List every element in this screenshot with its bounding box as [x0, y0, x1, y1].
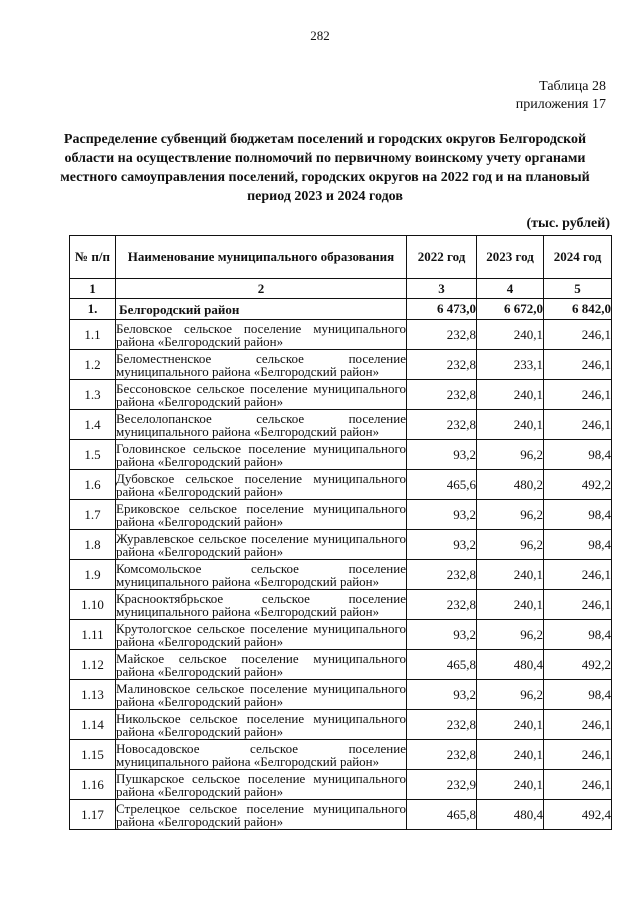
value-2023: 480,2	[477, 470, 544, 500]
table-row	[70, 590, 612, 620]
row-number: 1.8	[70, 530, 116, 560]
value-2023: 240,1	[477, 410, 544, 440]
value-2022: 232,8	[407, 590, 477, 620]
settlement-name: Никольское сельское поселение муниципального района «Белгородский район»	[116, 710, 406, 739]
value-2022: 465,6	[407, 470, 477, 500]
settlement-name: Стрелецкое сельское поселение муниципального района «Белгородский район»	[116, 800, 406, 829]
value-2024: 246,1	[544, 710, 612, 740]
settlement-name: Пушкарское сельское поселение муниципального района «Белгородский район»	[116, 770, 406, 799]
value-2022: 93,2	[407, 620, 477, 650]
value-2023: 240,1	[477, 710, 544, 740]
value-2022: 232,8	[407, 710, 477, 740]
value-2024: 492,4	[544, 800, 612, 830]
value-2022: 232,8	[407, 740, 477, 770]
value-2024: 246,1	[544, 410, 612, 440]
table-row	[70, 710, 612, 740]
value-2023: 240,1	[477, 560, 544, 590]
value-2023: 96,2	[477, 500, 544, 530]
value-2022: 232,8	[407, 320, 477, 350]
appendix-number: приложения 17	[515, 97, 606, 112]
column-header-number: № п/п	[70, 236, 116, 279]
value-2024: 98,4	[544, 680, 612, 710]
document-title: Распределение субвенций бюджетам поселений и городских округов Белгородской области на осуществление полномочий по первичному воинскому учету органами местного самоуправления поселений, городских округов на 2022 год и на плановый период 2023 и 2024 годов	[60, 132, 590, 204]
table-header-row	[70, 236, 612, 279]
table-row	[70, 380, 612, 410]
row-number: 1.15	[70, 740, 116, 770]
value-2023: 480,4	[477, 650, 544, 680]
table-number: Таблица 28	[539, 79, 606, 94]
row-number: 1.13	[70, 680, 116, 710]
row-number: 1.1	[70, 320, 116, 350]
value-2023: 6 672,0	[477, 299, 544, 320]
row-number: 1.16	[70, 770, 116, 800]
row-number: 1.4	[70, 410, 116, 440]
row-number: 1.9	[70, 560, 116, 590]
settlement-name: Веселолопанское сельское поселение муниципального района «Белгородский район»	[116, 410, 406, 439]
value-2022: 93,2	[407, 440, 477, 470]
value-2024: 98,4	[544, 530, 612, 560]
value-2024: 98,4	[544, 620, 612, 650]
district-row	[70, 299, 612, 320]
value-2022: 232,8	[407, 380, 477, 410]
value-2023: 96,2	[477, 620, 544, 650]
settlement-name: Беловское сельское поселение муниципального района «Белгородский район»	[116, 320, 406, 349]
column-number: 3	[407, 279, 477, 299]
table-row	[70, 470, 612, 500]
settlement-name: Комсомольское сельское поселение муниципального района «Белгородский район»	[116, 560, 406, 589]
settlement-name: Крутологское сельское поселение муниципального района «Белгородский район»	[116, 620, 406, 649]
value-2024: 6 842,0	[544, 299, 612, 320]
settlement-name: Майское сельское поселение муниципального района «Белгородский район»	[116, 650, 406, 679]
value-2024: 492,2	[544, 650, 612, 680]
value-2023: 240,1	[477, 590, 544, 620]
column-header-2024: 2024 год	[544, 236, 612, 279]
column-header-2022: 2022 год	[407, 236, 477, 279]
value-2024: 246,1	[544, 770, 612, 800]
value-2023: 480,4	[477, 800, 544, 830]
subsidy-table	[69, 235, 612, 830]
table-row	[70, 620, 612, 650]
value-2022: 93,2	[407, 680, 477, 710]
value-2023: 96,2	[477, 680, 544, 710]
value-2024: 246,1	[544, 740, 612, 770]
value-2022: 232,9	[407, 770, 477, 800]
column-number: 1	[70, 279, 116, 299]
column-number-row	[70, 279, 612, 299]
value-2024: 98,4	[544, 440, 612, 470]
value-2023: 96,2	[477, 440, 544, 470]
column-number: 4	[477, 279, 544, 299]
row-number: 1.5	[70, 440, 116, 470]
table-row	[70, 770, 612, 800]
value-2024: 492,2	[544, 470, 612, 500]
row-number: 1.6	[70, 470, 116, 500]
row-number: 1.3	[70, 380, 116, 410]
page-number: 282	[310, 28, 330, 43]
row-number: 1.2	[70, 350, 116, 380]
settlement-name: Бессоновское сельское поселение муниципального района «Белгородский район»	[116, 380, 406, 409]
table-row	[70, 740, 612, 770]
value-2024: 246,1	[544, 320, 612, 350]
value-2024: 246,1	[544, 560, 612, 590]
value-2022: 465,8	[407, 800, 477, 830]
row-number: 1.14	[70, 710, 116, 740]
table-row	[70, 800, 612, 830]
column-header-name: Наименование муниципального образования	[116, 236, 407, 279]
table-row	[70, 500, 612, 530]
value-2024: 246,1	[544, 590, 612, 620]
value-2022: 465,8	[407, 650, 477, 680]
value-2024: 98,4	[544, 500, 612, 530]
value-2024: 246,1	[544, 380, 612, 410]
row-number: 1.10	[70, 590, 116, 620]
value-2022: 6 473,0	[407, 299, 477, 320]
settlement-name: Дубовское сельское поселение муниципального района «Белгородский район»	[116, 470, 406, 499]
column-header-2023: 2023 год	[477, 236, 544, 279]
table-row	[70, 680, 612, 710]
value-2022: 93,2	[407, 500, 477, 530]
settlement-name: Малиновское сельское поселение муниципального района «Белгородский район»	[116, 680, 406, 709]
column-number: 5	[544, 279, 612, 299]
units-label: (тыс. рублей)	[526, 216, 610, 231]
value-2023: 240,1	[477, 770, 544, 800]
settlement-name: Новосадовское сельское поселение муниципального района «Белгородский район»	[116, 740, 406, 769]
value-2023: 96,2	[477, 530, 544, 560]
row-number: 1.	[70, 299, 116, 320]
row-number: 1.11	[70, 620, 116, 650]
settlement-name: Беломестненское сельское поселение муниципального района «Белгородский район»	[116, 350, 406, 379]
row-number: 1.12	[70, 650, 116, 680]
settlement-name: Ериковское сельское поселение муниципального района «Белгородский район»	[116, 500, 406, 529]
table-row	[70, 530, 612, 560]
value-2022: 232,8	[407, 410, 477, 440]
value-2024: 246,1	[544, 350, 612, 380]
table-reference	[516, 78, 606, 114]
district-name: Белгородский район	[116, 299, 407, 320]
settlement-name: Краснооктябрьское сельское поселение муниципального района «Белгородский район»	[116, 590, 406, 619]
value-2023: 240,1	[477, 320, 544, 350]
table-row	[70, 440, 612, 470]
row-number: 1.7	[70, 500, 116, 530]
table-row	[70, 560, 612, 590]
value-2022: 93,2	[407, 530, 477, 560]
value-2022: 232,8	[407, 560, 477, 590]
row-number: 1.17	[70, 800, 116, 830]
value-2023: 240,1	[477, 740, 544, 770]
value-2023: 240,1	[477, 380, 544, 410]
table-row	[70, 650, 612, 680]
settlement-name: Журавлевское сельское поселение муниципального района «Белгородский район»	[116, 530, 406, 559]
column-number: 2	[116, 279, 407, 299]
table-row	[70, 410, 612, 440]
value-2022: 232,8	[407, 350, 477, 380]
value-2023: 233,1	[477, 350, 544, 380]
table-row	[70, 320, 612, 350]
settlement-name: Головинское сельское поселение муниципального района «Белгородский район»	[116, 440, 406, 469]
table-row	[70, 350, 612, 380]
